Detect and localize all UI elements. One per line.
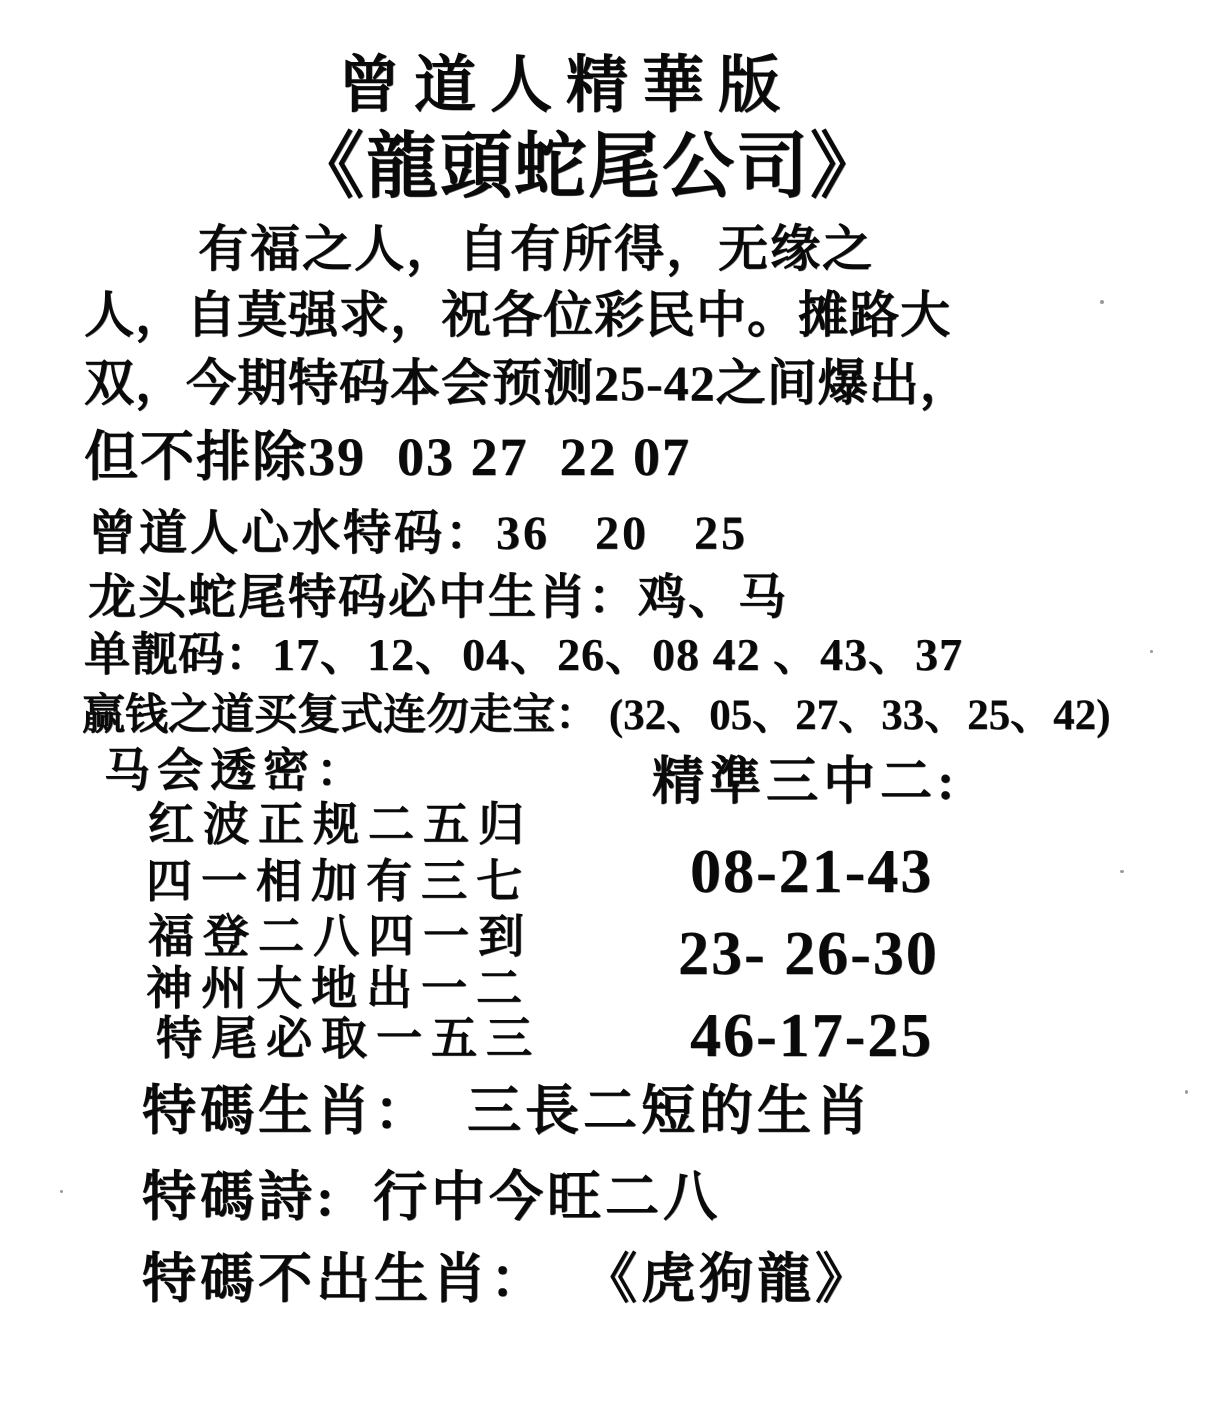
sanzhonger-header: 精準三中二: bbox=[652, 754, 960, 811]
poem-line: 特尾必取一五三 bbox=[156, 1013, 541, 1064]
poem-line: 福登二八四一到 bbox=[148, 911, 533, 962]
scan-speck bbox=[60, 1190, 63, 1193]
intro-line-4-exception-numbers: 但不排除39 03 27 22 07 bbox=[84, 427, 691, 487]
sanzhonger-group: 46-17-25 bbox=[690, 1002, 934, 1070]
tip-xinshui-tema: 曾道人心水特码：36 20 25 bbox=[88, 507, 749, 560]
tema-buchu-shengxiao-line: 特碼不出生肖： 《虎狗龍》 bbox=[142, 1249, 873, 1309]
poem-line: 红波正规二五归 bbox=[148, 799, 533, 850]
intro-line-1: 有福之人，自有所得，无缘之 bbox=[198, 221, 874, 277]
scan-speck bbox=[1100, 300, 1104, 304]
scan-speck bbox=[1120, 870, 1124, 873]
sanzhonger-group: 23- 26-30 bbox=[678, 920, 939, 988]
scan-speck bbox=[1185, 1090, 1188, 1094]
scan-speck bbox=[1150, 650, 1153, 653]
page-title: 曾道人精華版 bbox=[338, 52, 795, 120]
tip-yingqian-fushi: 赢钱之道买复式连勿走宝： (32、05、27、33、25、42) bbox=[82, 692, 1111, 739]
tema-shengxiao-line: 特碼生肖： 三長二短的生肖 bbox=[142, 1081, 873, 1141]
tip-bizhong-shengxiao: 龙头蛇尾特码必中生肖：鸡、马 bbox=[88, 571, 789, 624]
intro-line-2: 人，自莫强求，祝各位彩民中。摊路大 bbox=[84, 287, 951, 343]
mahui-toumi-header: 马会透密： bbox=[104, 745, 369, 796]
intro-line-3: 双，今期特码本会预测25-42之间爆出， bbox=[84, 355, 971, 411]
poem-line: 神州大地出一二 bbox=[146, 963, 531, 1014]
poem-line: 四一相加有三七 bbox=[146, 856, 531, 907]
page-subtitle: 《龍頭蛇尾公司》 bbox=[292, 127, 885, 207]
sanzhonger-group: 08-21-43 bbox=[690, 838, 934, 906]
tema-shi-line: 特碼詩: 行中今旺二八 bbox=[142, 1167, 721, 1227]
tip-danliangma: 单靓码：17、12、04、26、08 42 、43、37 bbox=[84, 629, 963, 680]
